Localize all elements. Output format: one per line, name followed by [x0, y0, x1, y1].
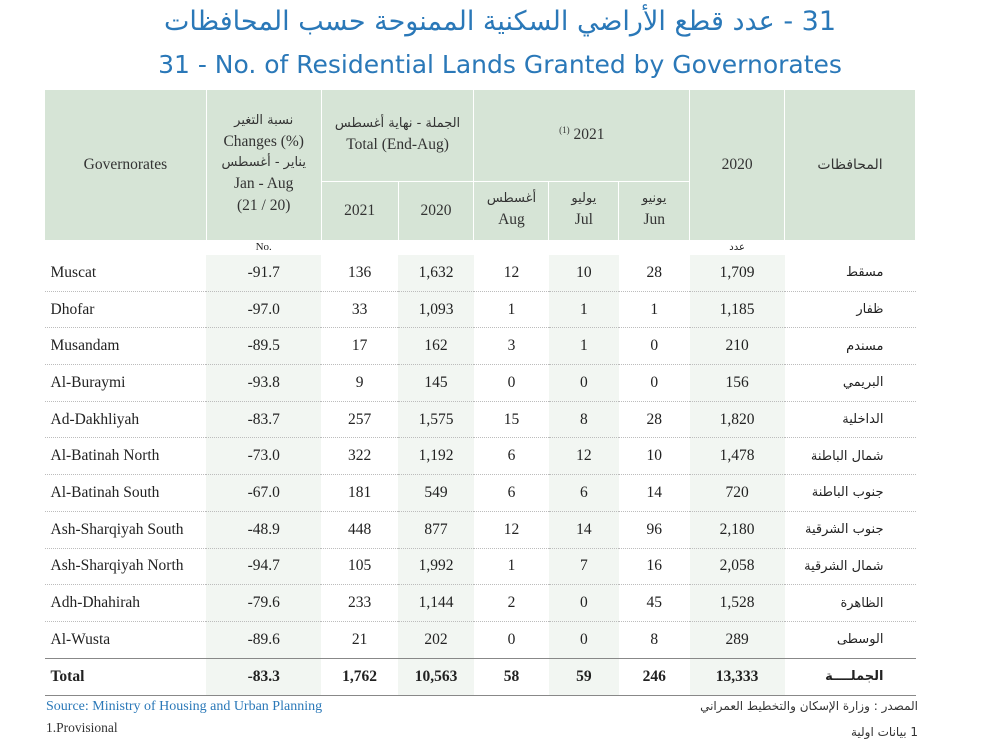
cell-change-pct: -73.0	[206, 438, 321, 475]
cell-change-pct: -83.7	[206, 401, 321, 438]
cell-governorate-ar: الداخلية	[785, 401, 916, 438]
header-2021-label: 2021	[573, 126, 605, 144]
cell-jul-2021: 1	[549, 328, 619, 365]
cell-aug-2021: 2	[474, 585, 549, 622]
cell-total-2021: 257	[321, 401, 398, 438]
unit-label-ar: عدد	[729, 242, 745, 253]
cell-aug-2021: 6	[474, 475, 549, 512]
table-row	[45, 401, 916, 438]
cell-change-pct: -97.0	[206, 291, 321, 328]
cell-change-pct: -94.7	[206, 548, 321, 585]
cell-change-pct: -89.6	[206, 621, 321, 658]
header-total-end-aug	[321, 90, 474, 182]
cell-change-pct: -93.8	[206, 365, 321, 402]
cell-year-2020: 1,709	[690, 255, 785, 291]
table-row	[45, 328, 916, 365]
cell-total-2021: 17	[321, 328, 398, 365]
cell-total-2020: 1,192	[398, 438, 474, 475]
header-changes-period-ar: يناير - أغسطس	[221, 154, 306, 170]
table-row	[45, 438, 916, 475]
cell-total-2020: 10,563	[398, 658, 474, 695]
cell-governorate: Al-Batinah South	[45, 475, 207, 512]
cell-jun-2021: 28	[619, 255, 690, 291]
footer-arabic	[700, 699, 918, 739]
cell-aug-2021: 58	[474, 658, 549, 695]
cell-governorate: Ash-Sharqiyah North	[45, 548, 207, 585]
cell-change-pct: -48.9	[206, 511, 321, 548]
cell-jul-2021: 0	[549, 365, 619, 402]
cell-year-2020: 1,528	[690, 585, 785, 622]
cell-governorate: Dhofar	[45, 291, 207, 328]
cell-jun-2021: 1	[619, 291, 690, 328]
header-2021-group	[474, 90, 690, 182]
cell-governorate: Total	[45, 658, 207, 695]
cell-governorate-ar: جنوب الشرقية	[785, 511, 916, 548]
header-aug-ar: أغسطس	[486, 191, 537, 207]
table-row	[45, 585, 916, 622]
header-changes-ar: نسبة التغير	[234, 113, 294, 129]
table-row	[45, 365, 916, 402]
source-en: Source: Ministry of Housing and Urban Planning	[46, 699, 323, 714]
cell-year-2020: 2,058	[690, 548, 785, 585]
cell-aug-2021: 1	[474, 291, 549, 328]
cell-jun-2021: 45	[619, 585, 690, 622]
cell-governorate: Ad-Dakhliyah	[45, 401, 207, 438]
cell-governorate-ar: الوسطى	[785, 621, 916, 658]
cell-jun-2021: 0	[619, 328, 690, 365]
header-2021-note: (1)	[559, 125, 570, 136]
cell-governorate-ar: مسندم	[785, 328, 916, 365]
header-changes-en: Changes (%)	[223, 133, 304, 151]
cell-governorate-ar: ظفار	[785, 291, 916, 328]
cell-jun-2021: 16	[619, 548, 690, 585]
data-table	[44, 90, 916, 696]
cell-aug-2021: 6	[474, 438, 549, 475]
cell-governorate-ar: البريمي	[785, 365, 916, 402]
footer-english	[46, 699, 322, 736]
header-total-en: Total (End-Aug)	[346, 135, 449, 153]
cell-total-2020: 1,144	[398, 585, 474, 622]
header-total-2021: 2021	[321, 182, 398, 241]
cell-total-2020: 145	[398, 365, 474, 402]
cell-aug-2021: 12	[474, 255, 549, 291]
table-row	[45, 255, 916, 291]
header-jul-ar: يوليو	[571, 191, 597, 207]
table-row	[45, 548, 916, 585]
units-row	[45, 240, 916, 255]
header-jun-ar: يونيو	[641, 191, 667, 207]
cell-governorate-ar: الظاهرة	[785, 585, 916, 622]
unit-label-en: No.	[255, 241, 272, 253]
header-total-2020: 2020	[398, 182, 474, 241]
cell-total-2020: 1,093	[398, 291, 474, 328]
header-aug	[474, 182, 549, 241]
cell-total-2020: 877	[398, 511, 474, 548]
cell-jun-2021: 28	[619, 401, 690, 438]
cell-aug-2021: 0	[474, 621, 549, 658]
provisional-note-en: 1.Provisional	[46, 720, 118, 735]
cell-governorate: Muscat	[45, 255, 207, 291]
cell-total-2021: 181	[321, 475, 398, 512]
cell-change-pct: -91.7	[206, 255, 321, 291]
header-changes-period-en: Jan - Aug	[234, 174, 294, 192]
cell-jul-2021: 6	[549, 475, 619, 512]
cell-year-2020: 156	[690, 365, 785, 402]
header-governorates: Governorates	[45, 90, 207, 240]
cell-total-2021: 322	[321, 438, 398, 475]
cell-change-pct: -83.3	[206, 658, 321, 695]
cell-jul-2021: 59	[549, 658, 619, 695]
cell-governorate: Al-Batinah North	[45, 438, 207, 475]
cell-jun-2021: 246	[619, 658, 690, 695]
cell-total-2021: 33	[321, 291, 398, 328]
cell-governorate-ar: شمال الباطنة	[785, 438, 916, 475]
total-row	[45, 658, 916, 695]
provisional-note-ar: 1 بيانات اولية	[850, 725, 918, 739]
cell-total-2021: 233	[321, 585, 398, 622]
cell-jul-2021: 10	[549, 255, 619, 291]
cell-governorate-ar: مسقط	[785, 255, 916, 291]
cell-total-2020: 549	[398, 475, 474, 512]
cell-year-2020: 210	[690, 328, 785, 365]
cell-jun-2021: 8	[619, 621, 690, 658]
cell-governorate: Musandam	[45, 328, 207, 365]
cell-total-2021: 1,762	[321, 658, 398, 695]
cell-jul-2021: 14	[549, 511, 619, 548]
cell-total-2021: 448	[321, 511, 398, 548]
cell-change-pct: -89.5	[206, 328, 321, 365]
header-changes-years: (21 / 20)	[237, 197, 291, 215]
cell-jul-2021: 8	[549, 401, 619, 438]
header-jun-en: Jun	[643, 211, 665, 229]
cell-jun-2021: 14	[619, 475, 690, 512]
cell-total-2020: 1,632	[398, 255, 474, 291]
cell-total-2021: 9	[321, 365, 398, 402]
cell-aug-2021: 0	[474, 365, 549, 402]
cell-year-2020: 289	[690, 621, 785, 658]
header-year-2020: 2020	[690, 90, 785, 240]
table-row	[45, 475, 916, 512]
title-arabic: 31 - عدد قطع الأراضي السكنية الممنوحة حسب المحافظات	[163, 6, 837, 37]
cell-governorate: Al-Buraymi	[45, 365, 207, 402]
header-changes	[206, 90, 321, 240]
cell-total-2020: 202	[398, 621, 474, 658]
cell-aug-2021: 15	[474, 401, 549, 438]
cell-total-2020: 162	[398, 328, 474, 365]
cell-jul-2021: 1	[549, 291, 619, 328]
header-aug-en: Aug	[498, 211, 525, 229]
cell-jul-2021: 7	[549, 548, 619, 585]
cell-jun-2021: 96	[619, 511, 690, 548]
cell-year-2020: 1,185	[690, 291, 785, 328]
cell-total-2021: 136	[321, 255, 398, 291]
cell-jul-2021: 0	[549, 621, 619, 658]
table-row	[45, 511, 916, 548]
cell-total-2021: 105	[321, 548, 398, 585]
header-jul-en: Jul	[574, 211, 593, 229]
cell-year-2020: 2,180	[690, 511, 785, 548]
cell-year-2020: 13,333	[690, 658, 785, 695]
cell-aug-2021: 3	[474, 328, 549, 365]
cell-aug-2021: 12	[474, 511, 549, 548]
header-governorates-ar: المحافظات	[785, 90, 916, 240]
cell-governorate: Al-Wusta	[45, 621, 207, 658]
cell-year-2020: 1,820	[690, 401, 785, 438]
cell-change-pct: -67.0	[206, 475, 321, 512]
cell-total-2021: 21	[321, 621, 398, 658]
cell-jun-2021: 10	[619, 438, 690, 475]
header-jul	[549, 182, 619, 241]
source-ar: المصدر : وزارة الإسكان والتخطيط العمراني	[700, 699, 918, 713]
cell-year-2020: 720	[690, 475, 785, 512]
cell-jul-2021: 0	[549, 585, 619, 622]
cell-total-2020: 1,992	[398, 548, 474, 585]
header-total-ar: الجملة - نهاية أغسطس	[334, 115, 461, 131]
cell-aug-2021: 1	[474, 548, 549, 585]
cell-governorate: Adh-Dhahirah	[45, 585, 207, 622]
cell-governorate-ar: جنوب الباطنة	[785, 475, 916, 512]
cell-governorate-ar: شمال الشرقية	[785, 548, 916, 585]
table-row	[45, 291, 916, 328]
header-jun	[619, 182, 690, 241]
cell-jul-2021: 12	[549, 438, 619, 475]
cell-jun-2021: 0	[619, 365, 690, 402]
cell-year-2020: 1,478	[690, 438, 785, 475]
table-row	[45, 621, 916, 658]
title-english: 31 - No. of Residential Lands Granted by Governorates	[158, 50, 842, 79]
cell-total-2020: 1,575	[398, 401, 474, 438]
cell-change-pct: -79.6	[206, 585, 321, 622]
cell-governorate-ar: الجملــــة	[785, 658, 916, 695]
cell-governorate: Ash-Sharqiyah South	[45, 511, 207, 548]
